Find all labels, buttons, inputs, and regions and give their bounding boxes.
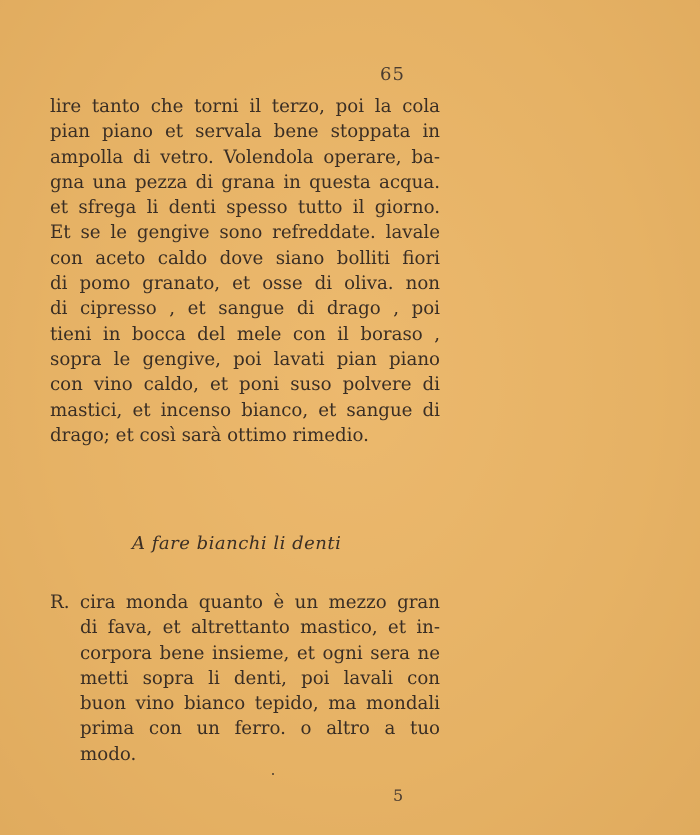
- text-line: gna una pezza di grana in questa acqua.: [50, 171, 440, 193]
- text-line: tieni in bocca del mele con il boraso ,: [50, 323, 440, 345]
- text-line: di fava, et altrettanto mastico, et in-: [80, 617, 440, 639]
- text-line: di cipresso , et sangue di drago , poi: [50, 298, 440, 320]
- recipe-paragraph: [50, 590, 440, 767]
- text-line: con aceto caldo dove siano bolliti fiori: [50, 247, 440, 269]
- text-line: R. cira monda quanto è un mezzo gran: [50, 592, 440, 613]
- text-line: sopra le gengive, poi lavati pian piano: [50, 348, 440, 370]
- text-line: prima con un ferro. o altro a tuo: [80, 718, 440, 740]
- section-heading: A fare bianchi li denti: [132, 533, 342, 554]
- text-line: modo.: [80, 743, 137, 765]
- text-line: buon vino bianco tepido, ma mondali: [80, 693, 440, 715]
- text-line: ampolla di vetro. Volendola operare, ba-: [50, 146, 440, 168]
- text-line: di pomo granato, et osse di oliva. non: [50, 273, 440, 295]
- text-line: drago; et così sarà ottimo rimedio.: [50, 424, 369, 446]
- text-line: metti sopra li denti, poi lavali con: [80, 667, 440, 689]
- text-line: et sfrega li denti spesso tutto il giorno.: [50, 197, 440, 219]
- ink-speck: [272, 773, 274, 775]
- text-line: mastici, et incenso bianco, et sangue di: [50, 399, 440, 421]
- body-paragraph: [50, 94, 440, 448]
- text-line: lire tanto che torni il terzo, poi la cola: [50, 96, 440, 117]
- text-line: con vino caldo, et poni suso polvere di: [50, 374, 440, 396]
- text-line: pian piano et servala bene stoppata in: [50, 121, 440, 143]
- text-line: corpora bene insieme, et ogni sera ne: [80, 642, 440, 664]
- signature-mark: 5: [393, 786, 404, 805]
- page-number: 65: [380, 64, 405, 85]
- text-line: Et se le gengive sono refreddate. lavale: [50, 222, 440, 244]
